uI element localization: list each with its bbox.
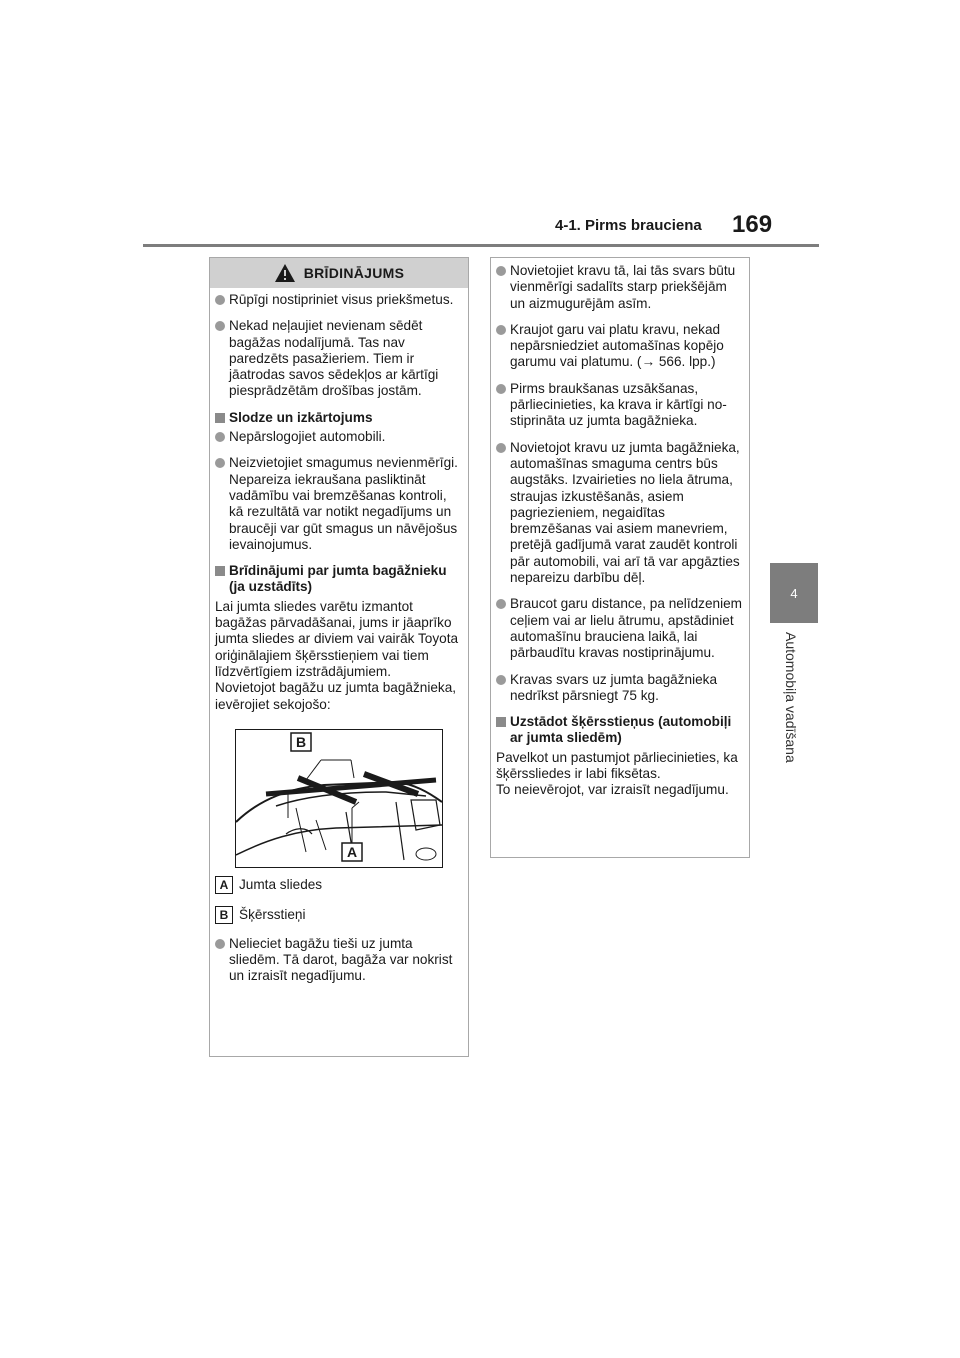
callout-letter: B (215, 906, 233, 924)
square-bullet-icon (215, 566, 225, 576)
crossbar-paragraph: Pavelkot un pastumjot pārliecinieties, ka šķērssliedes ir labi fiksētas. To neievērojot, var izraisīt negadījumu. (496, 749, 738, 798)
chapter-label: Automobiļa vadīšana (783, 632, 799, 763)
square-bullet-icon (215, 413, 225, 423)
warning-box-left (209, 257, 469, 1057)
list-item: Pirms braukšanas uzsākšanas, pārliecinieties, ka krava ir kārtīgi no- stiprināta uz jumta bagāžnieka. (496, 381, 744, 430)
section-title: 4-1. Pirms brauciena (555, 217, 702, 234)
roof-rack-illustration (235, 729, 443, 868)
list-item: Kravas svars uz jumta bagāžnieka nedrīkst pārsniegt 75 kg. (496, 672, 744, 705)
warning-triangle-icon (274, 263, 296, 283)
square-bullet-icon (496, 717, 506, 727)
list-item: Nepārslogojiet automobili. (215, 429, 463, 445)
car-roof-image (236, 730, 442, 867)
bullet-icon (496, 443, 506, 453)
callout-letter: A (215, 876, 233, 894)
list-item: Kraujot garu vai platu kravu, nekad nepārsniedziet automašīnas kopējo garumu vai platumu. (→ 566. lpp.) (496, 322, 744, 371)
list-item: Braucot garu distance, pa nelīdzeniem ceļiem vai ar lielu ātrumu, apstādiniet automašīnu brauciena laikā, lai pārbaudītu kravas nostiprinājumu. (496, 596, 744, 661)
subheading: Brīdinājumi par jumta bagāžnieku (ja uzstādīts) (215, 563, 463, 596)
bullet-icon (215, 295, 225, 305)
bullet-icon (215, 939, 225, 949)
warning-title: BRĪDINĀJUMS (303, 265, 405, 281)
list-item: Neizvietojiet smagumus nevienmērīgi. Nepareiza iekraušana pasliktināt vadāmību vai bremzēšanas kontroli, kā rezultātā var notikt negadījums un braucēji var gūt smagus un nāvējošus ievainojumus. (215, 455, 463, 553)
bullet-icon (215, 321, 225, 331)
bullet-icon (215, 432, 225, 442)
list-item: Novietojot kravu uz jumta bagāžnieka, automašīnas smaguma centrs būs augstāks. Izvairieties no liela ātruma, straujas izkustēšanās, asiem pagriezieniem, negaidītas bremzēšanas vai asiem manevriem, pretējā gadījumā varat zaudēt kontroli pār automobili, vai arī tā var apgāzties nepareizu darbību dēļ. (496, 440, 744, 587)
page-number: 169 (732, 211, 773, 238)
warning-box-right (490, 257, 750, 858)
figure-label-a: A (346, 843, 358, 860)
chapter-tab (770, 563, 818, 623)
bullet-icon (496, 675, 506, 685)
list-item: Nelieciet bagāžu tieši uz jumta sliedēm. Tā darot, bagāža var nokrist un izraisīt negadījumu. (215, 936, 463, 985)
subheading: Slodze un izkārtojums (215, 410, 463, 426)
figure-label-b: B (295, 733, 307, 750)
list-item: Novietojiet kravu tā, lai tās svars būtu vienmērīgi sadalīts starp priekšējām un aizmugurējām asīm. (496, 263, 744, 312)
roof-rack-paragraph: Lai jumta sliedes varētu izmantot bagāžas pārvadāšanai, jums ir jāaprīko jumta sliedes ar diviem vai vairāk Toyota oriģinālajiem šķērsstieņiem vai tiem līdzvērtīgiem izstrādājumiem. Novietojot bagāžu uz jumta bagāžnieka, ievērojiet sekojošo: (215, 598, 459, 712)
callout-b: B Šķērsstieņi (215, 906, 463, 924)
callout-a: A Jumta sliedes (215, 876, 463, 894)
chapter-number: 4 (790, 585, 798, 601)
list-item: Nekad neļaujiet nevienam sēdēt bagāžas nodalījumā. Tas nav paredzēts pasažieriem. Tiem ir jāatrodas savos sēdekļos ar kārtīgi piesprādzētām drošības jostām. (215, 318, 463, 399)
bullet-icon (215, 458, 225, 468)
subheading: Uzstādot šķērsstieņus (automobiļi ar jumta sliedēm) (496, 714, 744, 747)
list-item: Rūpīgi nostipriniet visus priekšmetus. (215, 292, 463, 308)
bullet-icon (496, 599, 506, 609)
bullet-icon (496, 325, 506, 335)
header-divider (143, 244, 819, 247)
bullet-icon (496, 384, 506, 394)
bullet-icon (496, 266, 506, 276)
warning-header (210, 258, 468, 288)
